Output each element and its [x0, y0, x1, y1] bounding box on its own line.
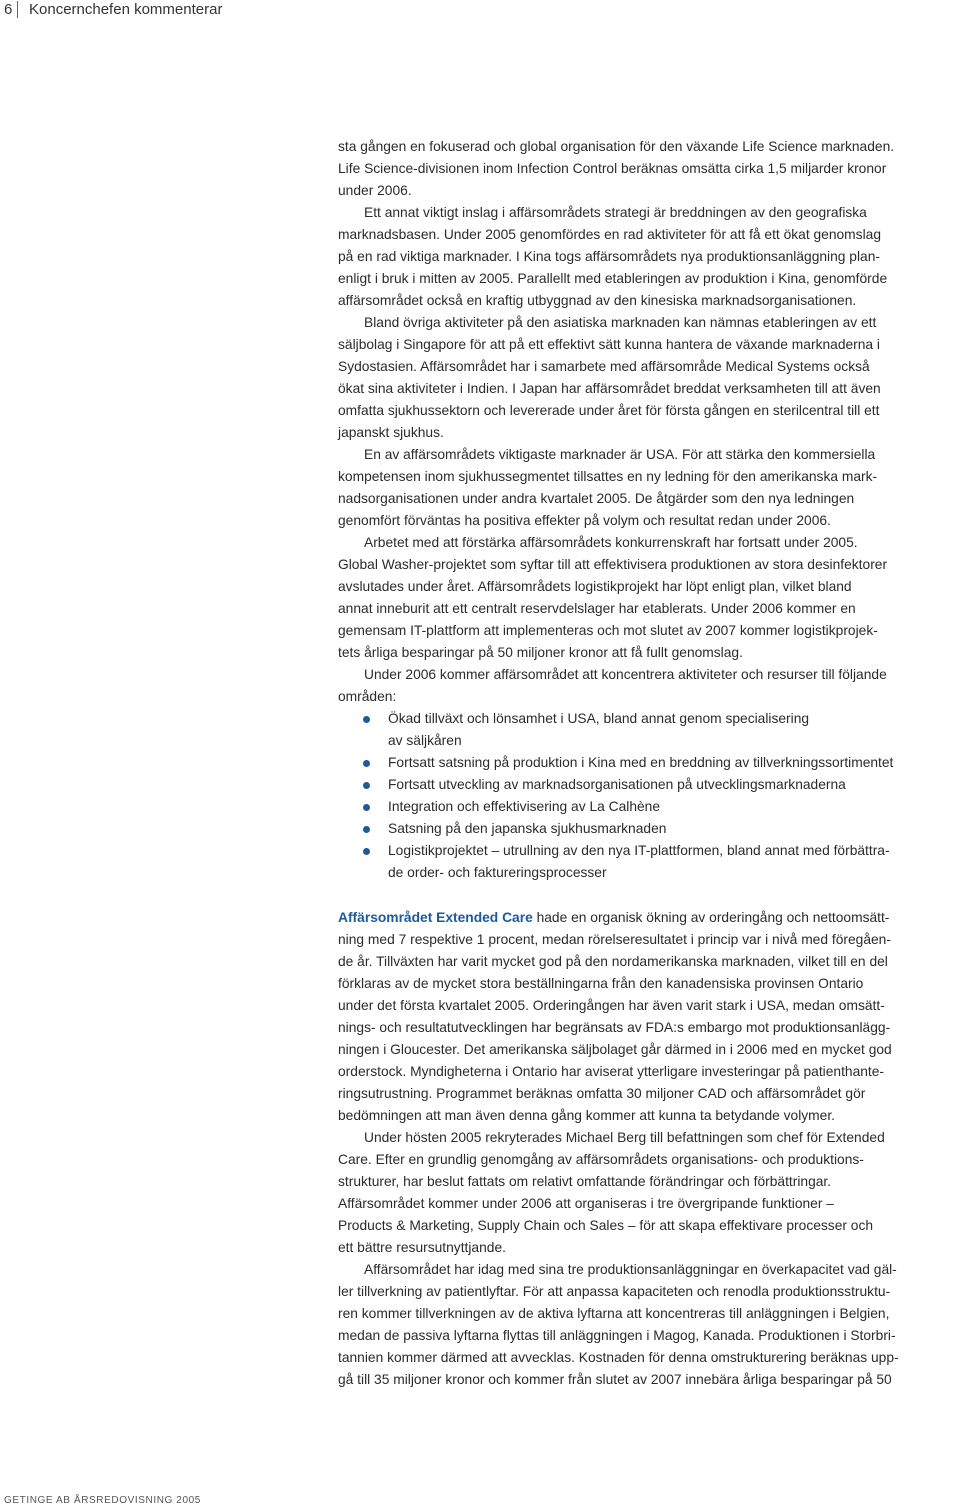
list-item: Satsning på den japanska sjukhusmarknaden: [338, 818, 958, 840]
list-item: Ökad tillväxt och lönsamhet i USA, bland annat genom specialisering av säljkåren: [338, 708, 958, 752]
bullet-icon: [363, 760, 370, 767]
paragraph: Ett annat viktigt inslag i affärsområdets strategi är breddningen av den geografiska marknadsbasen. Under 2005 genomfördes en rad aktiviteter för att få ett ökat genomslag på en rad viktiga marknader. I Kina togs affärsområdets nya produktionsanläggning plan- enligt i bruk i mitten av 2005. Parallellt med etableringen av produktion i Kina, genomförde affärsområdet också en kraftig utbyggnad av den kinesiska marknadsorganisationen.: [338, 205, 888, 308]
paragraph: sta gången en fokuserad och global organisation för den växande Life Science marknaden. Life Science-divisionen inom Infection Control beräknas omsätta cirka 1,5 miljarder kronor under 2006.: [338, 139, 895, 198]
list-item: Integration och effektivisering av La Calhène: [338, 796, 958, 818]
paragraph: Affärsområdet Extended Care hade en organisk ökning av orderingång och nettoomsätt- ning med 7 respektive 1 procent, medan rörelseresultatet i princip var i nivå med föregåen- de år. Tillväxten har varit mycket god på den nordamerikanska marknaden, vilket till en del förklaras av de mycket stora beställningarna från den kanadensiska provinsen Ontario under det första kvartalet 2005. Orderingången har även varit stark i USA, medan omsätt- nings- och resultatutvecklingen har begränsats av FDA:s embargo mot produktionsanlägg- ningen i Gloucester. Det amerikanska säljbolaget går därmed in i 2006 med en mycket god orderstock. Myndigheterna i Ontario har aviserat ytterligare investeringar på patienthante- ringsutrustning. Programmet beräknas omfatta 30 miljoner CAD och affärsområdet gör bedömningen att man även denna gång kommer att kunna ta betydande volymer.: [338, 910, 892, 1123]
paragraph: Bland övriga aktiviteter på den asiatiska marknaden kan nämnas etableringen av ett säljbolag i Singapore för att på ett effektivt sätt kunna hantera de växande marknaderna i Sydostasien. Affärsområdet har i samarbete med affärsområde Medical Systems också ökat sina aktiviteter i Indien. I Japan har affärsområdet breddat verksamheten till att även omfatta sjukhussektorn och levererade under året för första gången en sterilcentral till ett japanskt sjukhus.: [338, 315, 881, 440]
section-title: Koncernchefen kommenterar: [29, 1, 223, 18]
bullet-icon: [363, 804, 370, 811]
page-header: [0, 0, 960, 22]
paragraph: Arbetet med att förstärka affärsområdets konkurrenskraft har fortsatt under 2005. Global Washer-projektet som syftar till att effektivisera produktionen av stora desinfektorer avslutades under året. Affärsområdets logistikprojekt har löpt enligt plan, vilket bland annat inneburit att ett centralt reservdelslager har etablerats. Under 2006 kommer en gemensam IT-plattform att implementeras och mot slutet av 2007 kommer logistikprojek- tets årliga besparingar på 50 miljoner kronor att få fullt genomslag.: [338, 535, 888, 660]
paragraph: Under 2006 kommer affärsområdet att koncentrera aktiviteter och resurser till följande områden:: [338, 667, 887, 704]
paragraph: En av affärsområdets viktigaste marknader är USA. För att stärka den kommersiella kompetensen inom sjukhussegmentet tillsattes en ny ledning för den amerikanska mark- nadsorganisationen under andra kvartalet 2005. De åtgärder som den nya ledningen genomfört förväntas ha positiva effekter på volym och resultat redan under 2006.: [338, 447, 878, 528]
extended-care-section: [338, 907, 958, 1391]
bullet-icon: [363, 826, 370, 833]
list-item: Logistikprojektet – utrullning av den nya IT-plattformen, bland annat med förbättra- de order- och faktureringsprocesser: [338, 840, 958, 884]
paragraph: Under hösten 2005 rekryterades Michael Berg till befattningen som chef för Extended Care. Efter en grundlig genomgång av affärsområdets organisations- och produktions- strukturer, har beslut fattats om relativt omfattande förändringar och förbättringar. Affärsområdet kommer under 2006 att organiseras i tre övergripande funktioner – Products & Marketing, Supply Chain och Sales – för att skapa effektivare processer och ett bättre resursutnyttjande.: [338, 1130, 885, 1255]
section-heading: Affärsområdet Extended Care: [338, 910, 533, 925]
bullet-icon: [363, 848, 370, 855]
list-item: Fortsatt satsning på produktion i Kina med en breddning av tillverkningssortimentet: [338, 752, 958, 774]
main-text-column: [338, 136, 958, 884]
bullet-icon: [363, 716, 370, 723]
list-item: Fortsatt utveckling av marknadsorganisationen på utvecklingsmarknaderna: [338, 774, 958, 796]
header-divider: [17, 1, 18, 18]
page-number: 6: [4, 1, 13, 18]
focus-areas-list: [338, 708, 958, 884]
page-footer: GETINGE AB ÅRSREDOVISNING 2005: [4, 1495, 201, 1506]
paragraph: Affärsområdet har idag med sina tre produktionsanläggningar en överkapacitet vad gäl- ler tillverkning av patientlyftar. För att anpassa kapaciteten och renodla produktionsstruktu- ren kommer tillverkningen av de aktiva lyftarna att koncentreras till anläggningen i Belgien, medan de passiva lyftarna flyttas till anläggningen i Magog, Kanada. Produktionen i Storbri- tannien kommer därmed att avvecklas. Kostnaden för denna omstrukturering beräknas upp- gå till 35 miljoner kronor och kommer från slutet av 2007 innebära årliga besparingar på 50: [338, 1262, 899, 1387]
bullet-icon: [363, 782, 370, 789]
